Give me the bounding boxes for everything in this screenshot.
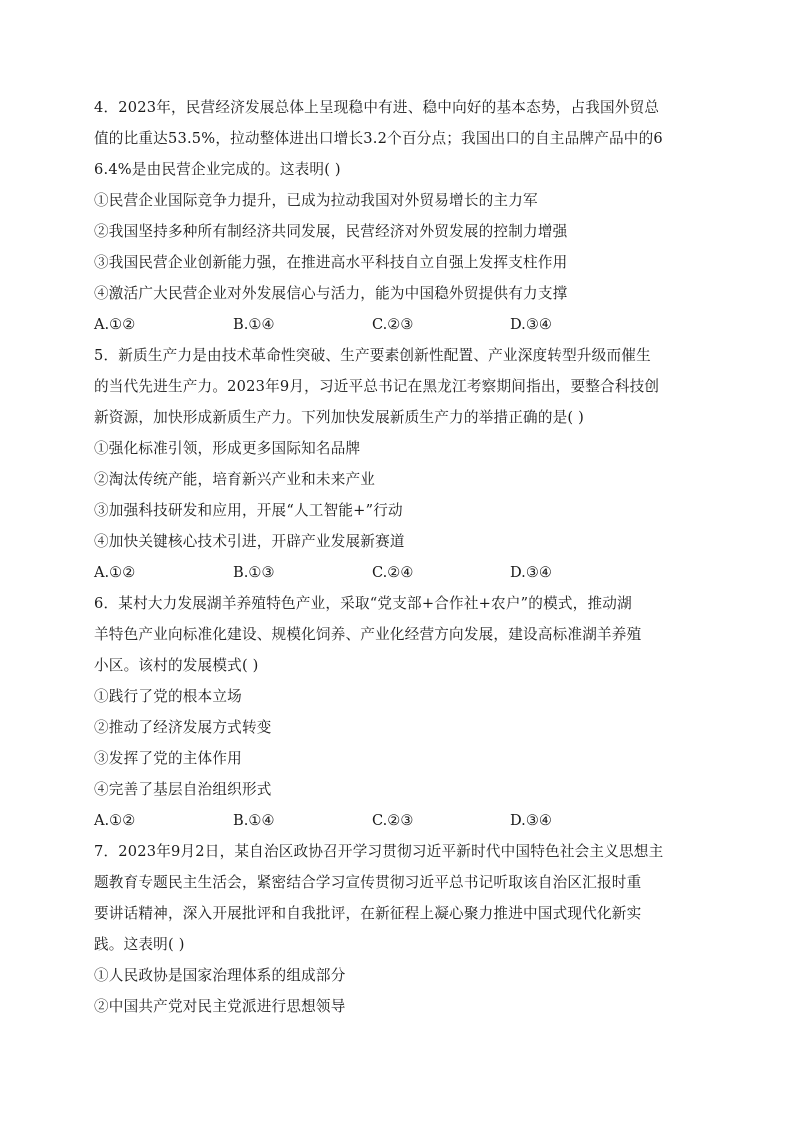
question-5-stem-line-2: 的当代先进生产力。2023年9月，习近平总书记在黑龙江考察期间指出，要整合科技创 <box>94 378 660 395</box>
question-7-statement-2: ②中国共产党对民主党派进行思想领导 <box>94 998 346 1015</box>
question-4 <box>94 92 704 340</box>
question-6-stem-line-3: 小区。该村的发展模式( ) <box>94 657 259 674</box>
question-4-stem-line-2: 值的比重达53.5%，拉动整体进出口增长3.2个百分点；我国出口的自主品牌产品中的6 <box>94 130 663 147</box>
question-5-stem-line-3: 新资源，加快形成新质生产力。下列加快发展新质生产力的举措正确的是( ) <box>94 409 585 426</box>
question-5-choice-c: C.②④ <box>372 564 414 581</box>
question-4-choice-b: B.①④ <box>233 316 275 333</box>
question-7-stem-line-2: 题教育专题民主生活会，紧密结合学习宣传贯彻习近平总书记听取该自治区汇报时重 <box>94 874 642 891</box>
question-4-stem-line-3: 6.4%是由民营企业完成的。这表明( ) <box>94 161 341 178</box>
question-5-statement-3: ③加强科技研发和应用，开展“人工智能+”行动 <box>94 502 403 519</box>
question-4-statement-1: ①民营企业国际竞争力提升，已成为拉动我国对外贸易增长的主力军 <box>94 192 538 209</box>
question-5-statement-4: ④加快关键核心技术引进，开辟产业发展新赛道 <box>94 533 405 550</box>
question-6-choice-d: D.③④ <box>510 812 552 829</box>
question-4-choices <box>94 309 704 340</box>
question-6-statement-3: ③发挥了党的主体作用 <box>94 750 242 767</box>
question-6-choice-b: B.①④ <box>233 812 275 829</box>
question-5-statement-1: ①强化标准引领，形成更多国际知名品牌 <box>94 440 361 457</box>
question-7-stem-line-3: 要讲话精神，深入开展批评和自我批评，在新征程上凝心聚力推进中国式现代化新实 <box>94 905 642 922</box>
question-6-statement-2: ②推动了经济发展方式转变 <box>94 719 272 736</box>
question-4-choice-d: D.③④ <box>510 316 552 333</box>
question-4-choice-c: C.②③ <box>372 316 414 333</box>
question-5-choice-d: D.③④ <box>510 564 552 581</box>
question-6-statement-4: ④完善了基层自治组织形式 <box>94 781 272 798</box>
question-7-statement-1: ①人民政协是国家治理体系的组成部分 <box>94 967 346 984</box>
question-4-statement-4: ④激活广大民营企业对外发展信心与活力，能为中国稳外贸提供有力支撑 <box>94 285 568 302</box>
question-7-stem-line-1: 7．2023年9月2日，某自治区政协召开学习贯彻习近平新时代中国特色社会主义思想主 <box>94 843 664 860</box>
question-7 <box>94 836 704 1022</box>
question-5-choice-b: B.①③ <box>233 564 275 581</box>
question-4-statement-3: ③我国民营企业创新能力强，在推进高水平科技自立自强上发挥支柱作用 <box>94 254 568 271</box>
question-7-stem-line-4: 践。这表明( ) <box>94 936 185 953</box>
question-6 <box>94 588 704 836</box>
question-6-choice-c: C.②③ <box>372 812 414 829</box>
question-5-stem-line-1: 5．新质生产力是由技术革命性突破、生产要素创新性配置、产业深度转型升级而催生 <box>94 347 651 364</box>
question-6-choice-a: A.①② <box>94 812 136 829</box>
question-4-stem-line-1: 4．2023年，民营经济发展总体上呈现稳中有进、稳中向好的基本态势，占我国外贸总 <box>94 99 660 116</box>
question-6-statement-1: ①践行了党的根本立场 <box>94 688 242 705</box>
question-5-statement-2: ②淘汰传统产能，培育新兴产业和未来产业 <box>94 471 376 488</box>
question-5 <box>94 340 704 588</box>
question-4-choice-a: A.①② <box>94 316 136 333</box>
question-6-choices <box>94 805 704 836</box>
question-5-choice-a: A.①② <box>94 564 136 581</box>
question-list <box>94 92 704 1022</box>
question-6-stem-line-1: 6．某村大力发展湖羊养殖特色产业，采取“党支部+合作社+农户”的模式，推动湖 <box>94 595 632 612</box>
question-4-statement-2: ②我国坚持多种所有制经济共同发展，民营经济对外贸发展的控制力增强 <box>94 223 568 240</box>
question-6-stem-line-2: 羊特色产业向标准化建设、规模化饲养、产业化经营方向发展，建设高标准湖羊养殖 <box>94 626 642 643</box>
question-5-choices <box>94 557 704 588</box>
